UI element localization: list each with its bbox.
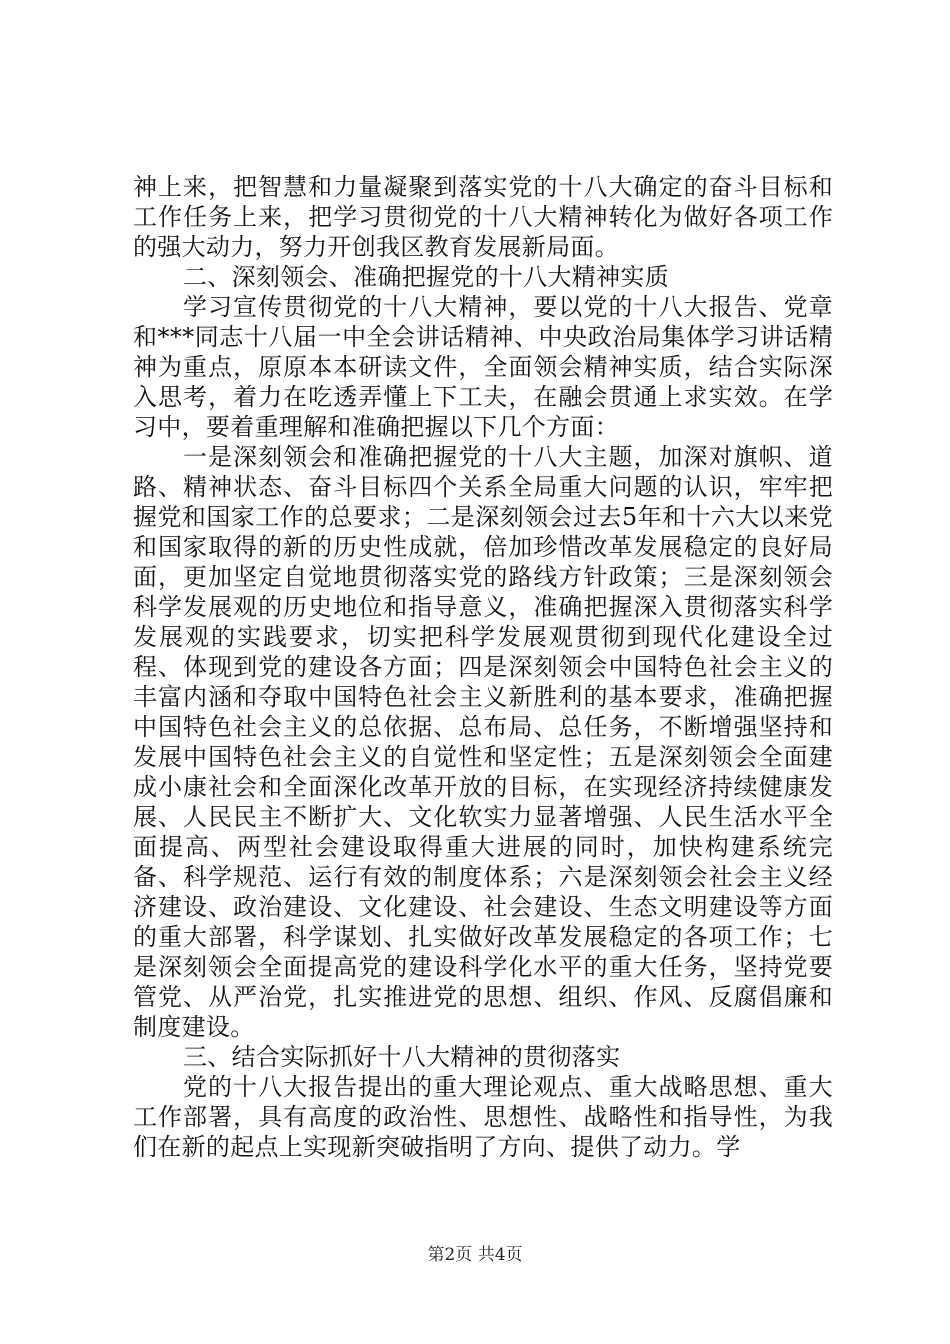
section-heading-2: 二、深刻领会、准确把握党的十八大精神实质 — [183, 263, 669, 291]
paragraph-continuation: 神上来，把智慧和力量凝聚到落实党的十八大确定的奋斗目标和工作任务上来，把学习贯彻党的十八大精神转化为做好各项工作的强大动力，努力开创我区教育发展新局面。 — [133, 173, 833, 261]
document-body — [133, 172, 833, 1162]
paragraph-implementation: 党的十八大报告提出的重大理论观点、重大战略思想、重大工作部署，具有高度的政治性、思想性、战略性和指导性，为我们在新的起点上实现新突破指明了方向、提供了动力。学 — [133, 1073, 833, 1161]
page-footer: 第2页 共4页 — [427, 1245, 523, 1265]
paragraph-study-focus: 学习宣传贯彻党的十八大精神，要以党的十八大报告、党章和***同志十八届一中全会讲话精神、中央政治局集体学习讲话精神为重点，原原本本研读文件，全面领会精神实质，结合实际深入思考，着力在吃透弄懂上下工夫，在融会贯通上求实效。在学习中，要着重理解和准确把握以下几个方面： — [133, 293, 833, 441]
section-heading-3: 三、结合实际抓好十八大精神的贯彻落实 — [183, 1043, 621, 1071]
paragraph-key-points: 一是深刻领会和准确把握党的十八大主题，加深对旗帜、道路、精神状态、奋斗目标四个关系全局重大问题的认识，牢牢把握党和国家工作的总要求；二是深刻领会过去5年和十六大以来党和国家取得的新的历史性成就，倍加珍惜改革发展稳定的良好局面，更加坚定自觉地贯彻落实党的路线方针政策；三是深刻领会科学发展观的历史地位和指导意义，准确把握深入贯彻落实科学发展观的实践要求，切实把科学发展观贯彻到现代化建设全过程、体现到党的建设各方面；四是深刻领会中国特色社会主义的丰富内涵和夺取中国特色社会主义新胜利的基本要求，准确把握中国特色社会主义的总依据、总布局、总任务，不断增强坚持和发展中国特色社会主义的自觉性和坚定性；五是深刻领会全面建成小康社会和全面深化改革开放的目标，在实现经济持续健康发展、人民民主不断扩大、文化软实力显著增强、人民生活水平全面提高、两型社会建设取得重大进展的同时，加快构建系统完备、科学规范、运行有效的制度体系；六是深刻领会社会主义经济建设、政治建设、文化建设、社会建设、生态文明建设等方面的重大部署，科学谋划、扎实做好改革发展稳定的各项工作；七是深刻领会全面提高党的建设科学化水平的重大任务，坚持党要管党、从严治党，扎实推进党的思想、组织、作风、反腐倡廉和制度建设。 — [133, 443, 833, 1041]
